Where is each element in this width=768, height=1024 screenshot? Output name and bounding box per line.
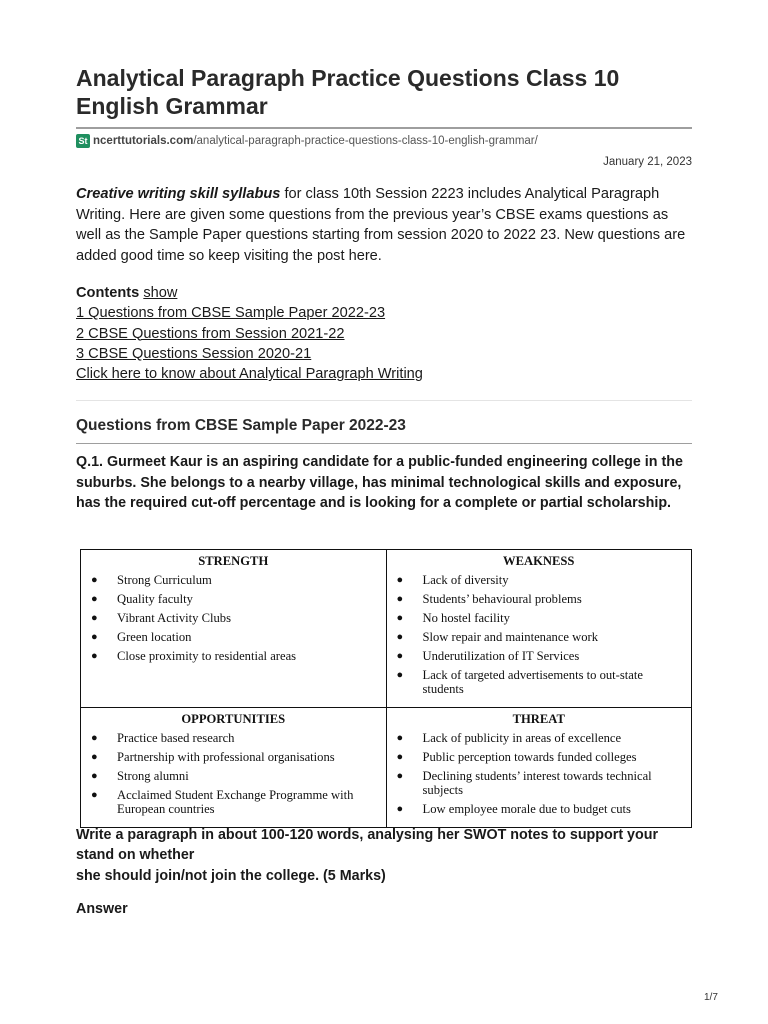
list-item: ● Slow repair and maintenance work [391, 630, 688, 644]
toc-link-3[interactable]: 3 CBSE Questions Session 2020-21 [76, 345, 312, 362]
heading-underline [76, 443, 692, 444]
weakness-cell [386, 550, 692, 708]
page-title: Analytical Paragraph Practice Questions Class 10 English Grammar [76, 65, 620, 119]
question-text: Q.1. Gurmeet Kaur is an aspiring candidate for a public-funded engineering college in the suburbs. She belongs to a nearby village, has minimal technological skills and exposure, has the required cut-off percentage and is looking for a complete or partial scholarship. [76, 454, 683, 511]
weakness-heading: WEAKNESS [503, 554, 575, 568]
list-item: ● Vibrant Activity Clubs [85, 611, 382, 625]
toc-link-1[interactable]: 1 Questions from CBSE Sample Paper 2022-23 [76, 305, 386, 322]
task-line-2: she should join/not join the college. (5 Marks) [76, 867, 386, 884]
list-item: ● Declining students’ interest towards technical subjects [391, 769, 688, 797]
list-item: ● Lack of publicity in areas of excellence [391, 731, 688, 745]
opportunities-heading: OPPORTUNITIES [181, 712, 286, 726]
list-item: ● Students’ behavioural problems [391, 592, 688, 606]
source-path[interactable]: /analytical-paragraph-practice-questions-class-10-english-grammar/ [193, 135, 538, 147]
table-of-contents [76, 283, 423, 384]
answer-label: Answer [76, 901, 128, 917]
source-url[interactable] [76, 133, 538, 149]
task-instruction [76, 825, 692, 886]
list-item: ● Lack of targeted advertisements to out-state students [391, 668, 688, 696]
list-item: ● Quality faculty [85, 592, 382, 606]
threat-heading: THREAT [512, 712, 565, 726]
threat-cell [386, 708, 692, 828]
intro-text: for class 10th Session 2223 includes Analytical Paragraph Writing. Here are given some questions from the previous year’s CBSE exams questions as well as the Sample Paper questions starting from session 2020 to 2022 23. New questions are added good time so keep visiting the post here. [76, 186, 686, 264]
contents-toggle-link[interactable]: show [143, 285, 178, 301]
list-item: ● No hostel facility [391, 611, 688, 625]
page-number: 1/7 [704, 992, 718, 1003]
site-favicon-icon: St [76, 134, 90, 148]
list-item: ● Public perception towards funded colleges [391, 750, 688, 764]
list-item: ● Lack of diversity [391, 573, 688, 587]
section-heading: Questions from CBSE Sample Paper 2022-23 [76, 417, 406, 434]
list-item: ● Partnership with professional organisations [85, 750, 382, 764]
intro-paragraph [76, 184, 692, 266]
list-item: ● Acclaimed Student Exchange Programme with European countries [85, 788, 382, 816]
task-line-1: Write a paragraph in about 100-120 words, analysing her SWOT notes to support your stand on whether [76, 827, 659, 864]
strength-cell [81, 550, 387, 708]
list-item: ● Underutilization of IT Services [391, 649, 688, 663]
strength-heading: STRENGTH [198, 554, 269, 568]
title-divider [76, 127, 692, 129]
publish-date: January 21, 2023 [603, 156, 692, 168]
section-divider [76, 400, 692, 401]
toc-link-2[interactable]: 2 CBSE Questions from Session 2021-22 [76, 325, 345, 342]
list-item: ● Strong Curriculum [85, 573, 382, 587]
source-domain[interactable]: ncerttutorials.com [93, 135, 194, 147]
opportunities-cell [81, 708, 387, 828]
list-item: ● Close proximity to residential areas [85, 649, 382, 663]
contents-label: Contents [76, 285, 140, 301]
swot-table [80, 549, 692, 828]
list-item: ● Green location [85, 630, 382, 644]
intro-bold-text: Creative writing skill syllabus [76, 186, 281, 202]
toc-link-4[interactable]: Click here to know about Analytical Paragraph Writing [76, 366, 423, 383]
list-item: ● Low employee morale due to budget cuts [391, 802, 688, 816]
list-item: ● Practice based research [85, 731, 382, 745]
list-item: ● Strong alumni [85, 769, 382, 783]
